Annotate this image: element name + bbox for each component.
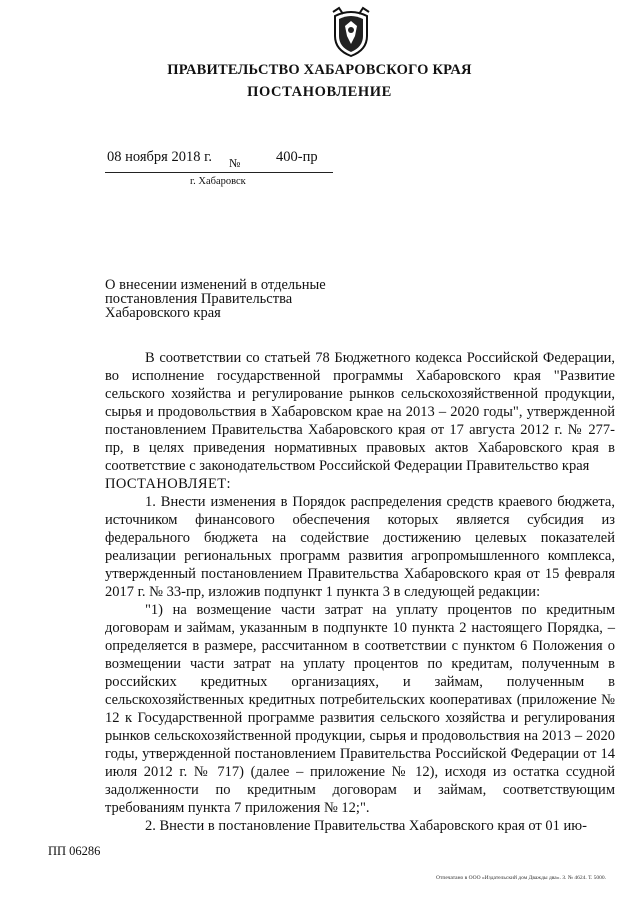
body-paragraph-3: "1) на возмещение части затрат на уплату процентов по кредитным договорам и займам, указанным в подпункте 10 пункта 2 настоящего Порядка, – определяется в размере, рассчитанном в соответствии с пунктом 6 Положения о возмещении части затрат на уплату процентов по кредитам, полученным в российских кредитных организациях, и займам, полученным в сельскохозяйственных кредитных потребительских кооперативах (приложение № 12 к Государственной программе развития сельского хозяйства и регулирования рынков сельскохозяйственной продукции, сырья и продовольствия на 2013 – 2020 годы, утвержденной постановлением Правительства Российской Федерации от 14 июля 2012 г. № 717) (далее – приложение № 12), исходя из остатка ссудной задолженности по кредитным договорам и займам, соответствующим требованиям пункта 7 приложения № 12;". <box>105 602 615 816</box>
decree-date: 08 ноября 2018 г. <box>107 149 213 165</box>
document-type: ПОСТАНОВЛЕНИЕ <box>247 84 392 100</box>
decree-body <box>105 349 615 835</box>
coat-of-arms-icon <box>329 6 373 58</box>
city-name: г. Хабаровск <box>190 176 246 187</box>
printer-note: Отпечатано в ООО «Издательский дом Дважды два». З. № 4624. Т. 5000. <box>436 875 607 881</box>
decree-subject: О внесении изменений в отдельные постановления Правительства Хабаровского края <box>105 277 326 321</box>
body-paragraph-4: 2. Внести в постановление Правительства Хабаровского края от 01 ию- <box>145 818 587 834</box>
number-sign: № <box>229 156 241 170</box>
body-paragraph-1: В соответствии со статьей 78 Бюджетного кодекса Российской Федерации, во исполнение государственной программы Хабаровского края "Развитие сельского хозяйства и регулирование рынков сельскохозяйственной продукции, сырья и продовольствия в Хабаровском крае на 2013 – 2020 годы", утвержденной постановлением Правительства Хабаровского края от 17 августа 2012 г. № 277-пр, в целях приведения нормативных правовых актов Хабаровского края в соответствие с законодательством Российской Федерации Правительство края <box>105 350 615 474</box>
document-code: ПП 06286 <box>48 844 101 858</box>
government-name: ПРАВИТЕЛЬСТВО ХАБАРОВСКОГО КРАЯ <box>167 62 472 78</box>
body-paragraph-2: 1. Внести изменения в Порядок распределения средств краевого бюджета, источником финансового обеспечения которых является субсидия из федерального бюджета на содействие достижению целевых показателей реализации региональных программ развития агропромышленного комплекса, утвержденный постановлением Правительства Хабаровского края от 15 февраля 2017 г. № 33-пр, изложив подпункт 1 пункта 3 в следующей редакции: <box>105 494 615 600</box>
date-underline <box>105 172 333 173</box>
resolves-heading: ПОСТАНОВЛЯЕТ: <box>105 476 231 492</box>
decree-number: 400-пр <box>276 149 318 165</box>
